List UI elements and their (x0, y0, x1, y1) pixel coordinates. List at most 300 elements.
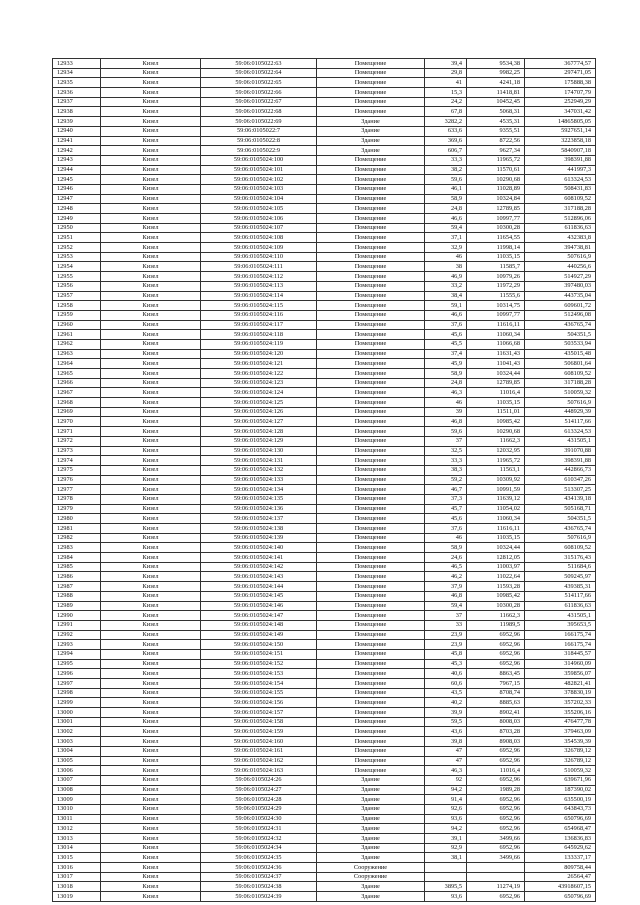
cadastral-value-cell: 506801,64 (525, 359, 596, 369)
city-cell: Кизел (101, 494, 201, 504)
cadastral-value-cell: 397480,03 (525, 281, 596, 291)
city-cell: Кизел (101, 814, 201, 824)
table-row (53, 669, 596, 679)
city-cell: Кизел (101, 272, 201, 282)
object-type-cell: Помещение (317, 330, 425, 340)
specific-value-cell: 11022,64 (467, 572, 525, 582)
city-cell: Кизел (101, 582, 201, 592)
object-type-cell: Здание (317, 146, 425, 156)
object-type-cell: Помещение (317, 243, 425, 253)
cadastral-number-cell: 59:06:0105024:37 (201, 872, 317, 882)
area-cell: 45,7 (425, 504, 467, 514)
table-row (53, 339, 596, 349)
table-row (53, 882, 596, 892)
row-number: 13003 (53, 737, 101, 747)
table-body (53, 59, 596, 902)
object-type-cell: Помещение (317, 553, 425, 563)
area-cell: 37,6 (425, 524, 467, 534)
area-cell: 59,6 (425, 175, 467, 185)
area-cell: 46,6 (425, 310, 467, 320)
object-type-cell: Помещение (317, 737, 425, 747)
city-cell: Кизел (101, 136, 201, 146)
table-row (53, 727, 596, 737)
city-cell: Кизел (101, 553, 201, 563)
table-row (53, 223, 596, 233)
table-row (53, 369, 596, 379)
specific-value-cell: 11639,12 (467, 494, 525, 504)
table-row (53, 407, 596, 417)
specific-value-cell: 11016,4 (467, 766, 525, 776)
area-cell: 46,3 (425, 766, 467, 776)
cadastral-number-cell: 59:06:0105024:124 (201, 388, 317, 398)
city-cell: Кизел (101, 504, 201, 514)
object-type-cell: Помещение (317, 369, 425, 379)
city-cell: Кизел (101, 533, 201, 543)
cadastral-value-cell: 482821,41 (525, 679, 596, 689)
area-cell: 46,7 (425, 485, 467, 495)
row-number: 12947 (53, 194, 101, 204)
object-type-cell: Помещение (317, 456, 425, 466)
city-cell: Кизел (101, 407, 201, 417)
specific-value-cell: 3499,66 (467, 834, 525, 844)
object-type-cell: Помещение (317, 407, 425, 417)
cadastral-value-cell: 514117,66 (525, 591, 596, 601)
table-row (53, 649, 596, 659)
cadastral-value-cell: 503533,94 (525, 339, 596, 349)
area-cell: 67,8 (425, 107, 467, 117)
row-number: 12936 (53, 88, 101, 98)
cadastral-number-cell: 59:06:0105024:155 (201, 688, 317, 698)
table-row (53, 756, 596, 766)
object-type-cell: Сооружение (317, 863, 425, 873)
area-cell: 91,4 (425, 795, 467, 805)
object-type-cell: Здание (317, 804, 425, 814)
cadastral-number-cell: 59:06:0105024:129 (201, 436, 317, 446)
city-cell: Кизел (101, 146, 201, 156)
table-row (53, 194, 596, 204)
area-cell: 32,5 (425, 446, 467, 456)
cadastral-value-cell: 507616,9 (525, 533, 596, 543)
specific-value-cell: 10991,59 (467, 485, 525, 495)
cadastral-number-cell: 59:06:0105024:132 (201, 465, 317, 475)
table-row (53, 737, 596, 747)
cadastral-value-cell: 175888,38 (525, 78, 596, 88)
row-number: 12933 (53, 59, 101, 69)
area-cell: 46,5 (425, 562, 467, 572)
row-number: 12975 (53, 465, 101, 475)
area-cell: 40,2 (425, 698, 467, 708)
specific-value-cell: 6952,96 (467, 659, 525, 669)
object-type-cell: Помещение (317, 214, 425, 224)
row-number: 12974 (53, 456, 101, 466)
area-cell: 92 (425, 775, 467, 785)
table-row (53, 504, 596, 514)
table-row (53, 417, 596, 427)
cadastral-value-cell: 314960,09 (525, 659, 596, 669)
cadastral-value-cell: 639671,96 (525, 775, 596, 785)
city-cell: Кизел (101, 766, 201, 776)
cadastral-value-cell: 398391,88 (525, 155, 596, 165)
cadastral-number-cell: 59:06:0105024:133 (201, 475, 317, 485)
object-type-cell: Помещение (317, 756, 425, 766)
table-row (53, 708, 596, 718)
cadastral-value-cell: 432383,8 (525, 233, 596, 243)
cadastral-value-cell: 809758,44 (525, 863, 596, 873)
area-cell: 93,6 (425, 892, 467, 902)
table-row (53, 204, 596, 214)
row-number: 12981 (53, 524, 101, 534)
specific-value-cell: 11662,3 (467, 436, 525, 446)
cadastral-number-cell: 59:06:0105024:144 (201, 582, 317, 592)
city-cell: Кизел (101, 688, 201, 698)
area-cell: 33,3 (425, 155, 467, 165)
table-row (53, 872, 596, 882)
row-number: 12939 (53, 117, 101, 127)
area-cell: 37,4 (425, 349, 467, 359)
table-row (53, 320, 596, 330)
cadastral-value-cell: 508431,83 (525, 184, 596, 194)
specific-value-cell: 10314,75 (467, 301, 525, 311)
row-number: 12952 (53, 243, 101, 253)
cadastral-number-cell: 59:06:0105024:119 (201, 339, 317, 349)
cadastral-value-cell: 611836,63 (525, 601, 596, 611)
cadastral-number-cell: 59:06:0105022:68 (201, 107, 317, 117)
area-cell: 37 (425, 436, 467, 446)
table-row (53, 640, 596, 650)
specific-value-cell: 11965,72 (467, 456, 525, 466)
row-number: 13006 (53, 766, 101, 776)
cadastral-number-cell: 59:06:0105024:148 (201, 620, 317, 630)
table-row (53, 562, 596, 572)
area-cell: 59,4 (425, 601, 467, 611)
object-type-cell: Помещение (317, 378, 425, 388)
row-number: 12941 (53, 136, 101, 146)
table-row (53, 78, 596, 88)
object-type-cell: Помещение (317, 398, 425, 408)
area-cell: 94,2 (425, 785, 467, 795)
object-type-cell: Помещение (317, 68, 425, 78)
specific-value-cell: 6952,96 (467, 775, 525, 785)
cadastral-value-cell: 326789,12 (525, 746, 596, 756)
area-cell: 37,1 (425, 233, 467, 243)
area-cell: 24,2 (425, 97, 467, 107)
area-cell: 58,9 (425, 194, 467, 204)
table-row (53, 620, 596, 630)
cadastral-number-cell: 59:06:0105024:27 (201, 785, 317, 795)
cadastral-number-cell: 59:06:0105024:142 (201, 562, 317, 572)
cadastral-number-cell: 59:06:0105024:114 (201, 291, 317, 301)
table-row (53, 107, 596, 117)
specific-value-cell: 4241,18 (467, 78, 525, 88)
row-number: 12948 (53, 204, 101, 214)
object-type-cell: Помещение (317, 339, 425, 349)
object-type-cell: Здание (317, 785, 425, 795)
area-cell: 39,4 (425, 59, 467, 69)
object-type-cell: Помещение (317, 465, 425, 475)
object-type-cell: Помещение (317, 572, 425, 582)
specific-value-cell: 10309,92 (467, 475, 525, 485)
object-type-cell: Помещение (317, 611, 425, 621)
cadastral-value-cell: 391070,88 (525, 446, 596, 456)
area-cell: 38,1 (425, 853, 467, 863)
specific-value-cell: 11274,19 (467, 882, 525, 892)
object-type-cell: Здание (317, 882, 425, 892)
city-cell: Кизел (101, 824, 201, 834)
city-cell: Кизел (101, 291, 201, 301)
object-type-cell: Помещение (317, 204, 425, 214)
object-type-cell: Помещение (317, 601, 425, 611)
table-row (53, 359, 596, 369)
cadastral-number-cell: 59:06:0105024:137 (201, 514, 317, 524)
cadastral-value-cell: 511684,6 (525, 562, 596, 572)
specific-value-cell: 11998,14 (467, 243, 525, 253)
specific-value-cell: 11066,68 (467, 339, 525, 349)
table-row (53, 184, 596, 194)
row-number: 12934 (53, 68, 101, 78)
specific-value-cell: 8863,45 (467, 669, 525, 679)
cadastral-number-cell: 59:06:0105024:136 (201, 504, 317, 514)
city-cell: Кизел (101, 330, 201, 340)
object-type-cell: Помещение (317, 175, 425, 185)
row-number: 12985 (53, 562, 101, 572)
cadastral-number-cell: 59:06:0105024:31 (201, 824, 317, 834)
cadastral-number-cell: 59:06:0105022:8 (201, 136, 317, 146)
table-row (53, 630, 596, 640)
cadastral-number-cell: 59:06:0105024:128 (201, 427, 317, 437)
row-number: 12959 (53, 310, 101, 320)
row-number: 12987 (53, 582, 101, 592)
table-row (53, 146, 596, 156)
object-type-cell: Помещение (317, 427, 425, 437)
row-number: 12942 (53, 146, 101, 156)
city-cell: Кизел (101, 107, 201, 117)
specific-value-cell: 8708,74 (467, 688, 525, 698)
specific-value-cell: 11035,15 (467, 252, 525, 262)
area-cell: 45,6 (425, 330, 467, 340)
city-cell: Кизел (101, 214, 201, 224)
city-cell: Кизел (101, 863, 201, 873)
cadastral-number-cell: 59:06:0105024:152 (201, 659, 317, 669)
row-number: 12976 (53, 475, 101, 485)
row-number: 12983 (53, 543, 101, 553)
cadastral-value-cell: 476477,78 (525, 717, 596, 727)
cadastral-number-cell: 59:06:0105024:147 (201, 611, 317, 621)
specific-value-cell: 10997,77 (467, 310, 525, 320)
area-cell: 39,9 (425, 708, 467, 718)
object-type-cell: Здание (317, 843, 425, 853)
city-cell: Кизел (101, 88, 201, 98)
cadastral-number-cell: 59:06:0105024:140 (201, 543, 317, 553)
object-type-cell: Помещение (317, 223, 425, 233)
row-number: 12991 (53, 620, 101, 630)
cadastral-number-cell: 59:06:0105024:26 (201, 775, 317, 785)
cadastral-value-cell: 611836,63 (525, 223, 596, 233)
cadastral-number-cell: 59:06:0105024:108 (201, 233, 317, 243)
table-row (53, 892, 596, 902)
area-cell: 606,7 (425, 146, 467, 156)
area-cell: 41 (425, 78, 467, 88)
specific-value-cell: 8908,03 (467, 737, 525, 747)
cadastral-number-cell: 59:06:0105024:106 (201, 214, 317, 224)
city-cell: Кизел (101, 669, 201, 679)
table-row (53, 659, 596, 669)
row-number: 12972 (53, 436, 101, 446)
area-cell: 43,5 (425, 688, 467, 698)
cadastral-number-cell: 59:06:0105024:38 (201, 882, 317, 892)
cadastral-number-cell: 59:06:0105024:139 (201, 533, 317, 543)
object-type-cell: Помещение (317, 543, 425, 553)
city-cell: Кизел (101, 184, 201, 194)
city-cell: Кизел (101, 359, 201, 369)
city-cell: Кизел (101, 834, 201, 844)
specific-value-cell: 9355,51 (467, 126, 525, 136)
object-type-cell: Помещение (317, 359, 425, 369)
cadastral-number-cell: 59:06:0105024:126 (201, 407, 317, 417)
row-number: 12971 (53, 427, 101, 437)
specific-value-cell: 6952,96 (467, 824, 525, 834)
object-type-cell: Помещение (317, 194, 425, 204)
cadastral-value-cell: 512896,06 (525, 214, 596, 224)
row-number: 12963 (53, 349, 101, 359)
cadastral-value-cell: 645929,62 (525, 843, 596, 853)
city-cell: Кизел (101, 465, 201, 475)
cadastral-value-cell: 5927651,14 (525, 126, 596, 136)
cadastral-number-cell: 59:06:0105024:145 (201, 591, 317, 601)
object-type-cell: Помещение (317, 485, 425, 495)
specific-value-cell: 11035,15 (467, 398, 525, 408)
cadastral-number-cell: 59:06:0105024:159 (201, 727, 317, 737)
table-row (53, 475, 596, 485)
city-cell: Кизел (101, 349, 201, 359)
specific-value-cell: 11418,81 (467, 88, 525, 98)
area-cell: 58,9 (425, 369, 467, 379)
cadastral-value-cell: 436765,74 (525, 320, 596, 330)
cadastral-number-cell: 59:06:0105024:105 (201, 204, 317, 214)
city-cell: Кизел (101, 727, 201, 737)
cadastral-number-cell: 59:06:0105024:116 (201, 310, 317, 320)
cadastral-number-cell: 59:06:0105024:163 (201, 766, 317, 776)
table-row (53, 601, 596, 611)
area-cell: 39,8 (425, 737, 467, 747)
area-cell: 46 (425, 398, 467, 408)
specific-value-cell: 10979,26 (467, 272, 525, 282)
cadastral-number-cell: 59:06:0105024:161 (201, 746, 317, 756)
object-type-cell: Помещение (317, 262, 425, 272)
row-number: 13007 (53, 775, 101, 785)
specific-value-cell: 11054,02 (467, 504, 525, 514)
row-number: 12990 (53, 611, 101, 621)
city-cell: Кизел (101, 378, 201, 388)
specific-value-cell: 9627,34 (467, 146, 525, 156)
city-cell: Кизел (101, 717, 201, 727)
specific-value-cell: 11965,72 (467, 155, 525, 165)
object-type-cell: Помещение (317, 698, 425, 708)
object-type-cell: Помещение (317, 649, 425, 659)
area-cell: 33,3 (425, 456, 467, 466)
row-number: 12946 (53, 184, 101, 194)
area-cell: 45,5 (425, 339, 467, 349)
cadastral-number-cell: 59:06:0105024:36 (201, 863, 317, 873)
specific-value-cell: 6952,96 (467, 814, 525, 824)
area-cell: 37,6 (425, 320, 467, 330)
specific-value-cell: 11631,43 (467, 349, 525, 359)
cadastral-value-cell: 440256,6 (525, 262, 596, 272)
area-cell: 45,9 (425, 359, 467, 369)
cadastral-number-cell: 59:06:0105024:113 (201, 281, 317, 291)
specific-value-cell: 10300,28 (467, 223, 525, 233)
cadastral-value-cell: 507616,9 (525, 398, 596, 408)
area-cell: 92,6 (425, 804, 467, 814)
city-cell: Кизел (101, 243, 201, 253)
row-number: 12957 (53, 291, 101, 301)
cadastral-value-cell: 187390,02 (525, 785, 596, 795)
area-cell: 39,1 (425, 834, 467, 844)
table-row (53, 698, 596, 708)
cadastral-number-cell: 59:06:0105022:66 (201, 88, 317, 98)
specific-value-cell: 5068,31 (467, 107, 525, 117)
specific-value-cell: 8008,03 (467, 717, 525, 727)
cadastral-number-cell: 59:06:0105024:149 (201, 630, 317, 640)
specific-value-cell: 6952,96 (467, 746, 525, 756)
specific-value-cell: 1989,28 (467, 785, 525, 795)
cadastral-number-cell: 59:06:0105024:156 (201, 698, 317, 708)
row-number: 12986 (53, 572, 101, 582)
city-cell: Кизел (101, 194, 201, 204)
row-number: 13013 (53, 834, 101, 844)
area-cell: 32,9 (425, 243, 467, 253)
specific-value-cell: 3499,66 (467, 853, 525, 863)
cadastral-number-cell: 59:06:0105022:69 (201, 117, 317, 127)
table-row (53, 97, 596, 107)
area-cell: 633,6 (425, 126, 467, 136)
cadastral-number-cell: 59:06:0105024:141 (201, 553, 317, 563)
city-cell: Кизел (101, 620, 201, 630)
row-number: 12935 (53, 78, 101, 88)
cadastral-value-cell: 608109,52 (525, 543, 596, 553)
row-number: 13008 (53, 785, 101, 795)
area-cell: 46,2 (425, 572, 467, 582)
area-cell: 59,6 (425, 427, 467, 437)
city-cell: Кизел (101, 524, 201, 534)
row-number: 12982 (53, 533, 101, 543)
city-cell: Кизел (101, 843, 201, 853)
city-cell: Кизел (101, 795, 201, 805)
table-row (53, 814, 596, 824)
row-number: 13017 (53, 872, 101, 882)
specific-value-cell: 11989,5 (467, 620, 525, 630)
table-row (53, 117, 596, 127)
specific-value-cell: 11585,7 (467, 262, 525, 272)
cadastral-number-cell: 59:06:0105024:154 (201, 679, 317, 689)
table-row (53, 804, 596, 814)
cadastral-value-cell: 635500,19 (525, 795, 596, 805)
row-number: 12989 (53, 601, 101, 611)
area-cell: 43,6 (425, 727, 467, 737)
area-cell: 59,4 (425, 223, 467, 233)
specific-value-cell (467, 863, 525, 873)
object-type-cell: Здание (317, 814, 425, 824)
area-cell: 38,3 (425, 465, 467, 475)
cadastral-value-sheet (52, 58, 595, 902)
cadastral-number-cell: 59:06:0105024:135 (201, 494, 317, 504)
cadastral-table (52, 58, 596, 902)
row-number: 12949 (53, 214, 101, 224)
cadastral-number-cell: 59:06:0105024:134 (201, 485, 317, 495)
city-cell: Кизел (101, 543, 201, 553)
row-number: 13015 (53, 853, 101, 863)
cadastral-number-cell: 59:06:0105024:138 (201, 524, 317, 534)
object-type-cell: Помещение (317, 475, 425, 485)
